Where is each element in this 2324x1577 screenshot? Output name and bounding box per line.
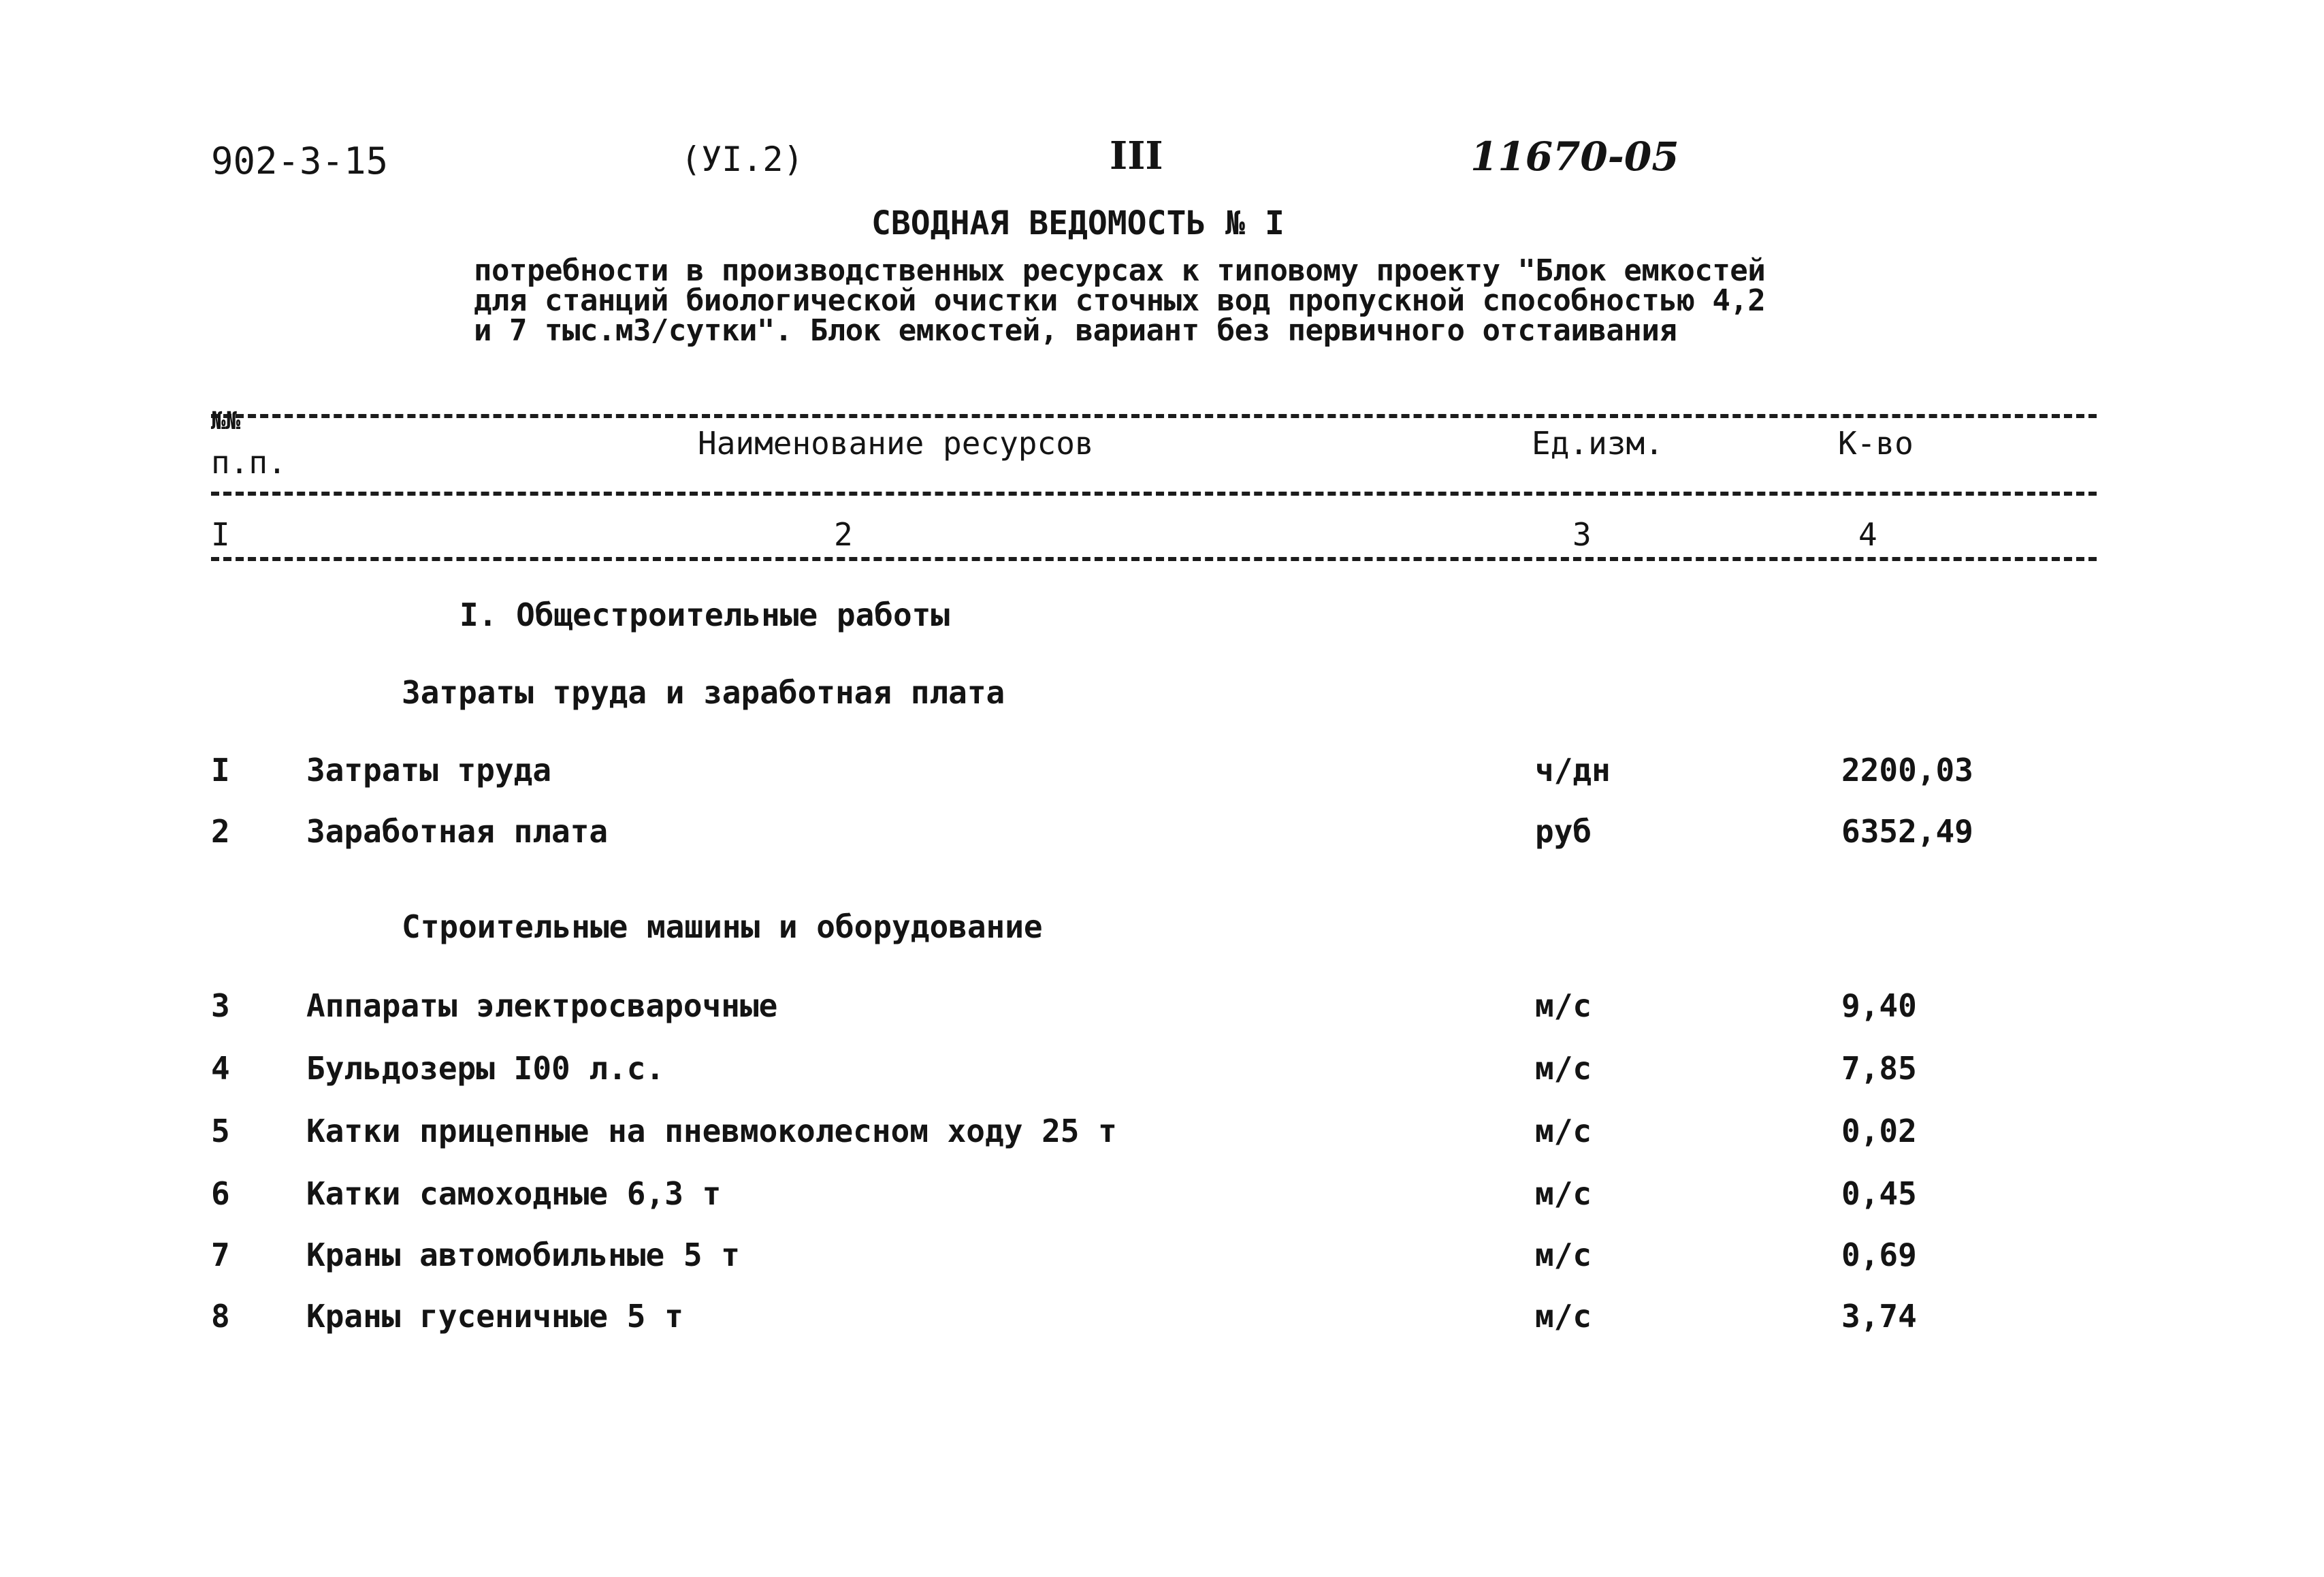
row-unit: м/с	[1535, 987, 1592, 1024]
document-code: 902-3-15	[211, 140, 389, 182]
row-name: Катки самоходные 6,3 т	[306, 1175, 722, 1212]
subtitle-line: потребности в производственных ресурсах к типовому проекту "Блок емкостей	[474, 253, 1766, 288]
row-quantity: 0,69	[1841, 1237, 1917, 1273]
header-number-line2: п.п.	[211, 444, 287, 481]
row-name: Заработная плата	[306, 813, 609, 850]
row-quantity: 2200,03	[1841, 752, 1973, 788]
row-number: 5	[211, 1113, 230, 1149]
column-numbers-rule	[211, 557, 2097, 561]
row-unit: м/с	[1535, 1298, 1592, 1335]
row-number: 2	[211, 813, 230, 850]
row-quantity: 7,85	[1841, 1050, 1917, 1087]
column-number-4: 4	[1858, 516, 1877, 553]
group-title-labor: Затраты труда и заработная плата	[402, 674, 1005, 711]
column-number-1: I	[211, 516, 230, 553]
row-name: Аппараты электросварочные	[306, 987, 778, 1024]
row-number: 4	[211, 1050, 230, 1087]
column-number-3: 3	[1572, 516, 1592, 553]
row-name: Краны гусеничные 5 т	[306, 1298, 683, 1335]
row-unit: руб	[1535, 813, 1592, 850]
row-number: I	[211, 752, 230, 788]
row-name: Бульдозеры I00 л.с.	[306, 1050, 665, 1087]
document-subtitle	[474, 253, 1766, 348]
row-number: 6	[211, 1175, 230, 1212]
subtitle-line: и 7 тыс.м3/сутки". Блок емкостей, вариант без первичного отстаивания	[474, 313, 1677, 348]
section-title: I. Общестроительные работы	[459, 596, 950, 633]
column-number-2: 2	[834, 516, 853, 553]
row-unit: ч/дн	[1535, 752, 1611, 788]
row-name: Краны автомобильные 5 т	[306, 1237, 740, 1273]
row-quantity: 3,74	[1841, 1298, 1917, 1335]
subtitle-line: для станций биологической очистки сточных вод пропускной способностью 4,2	[474, 283, 1766, 318]
page-number: III	[1110, 133, 1163, 178]
row-unit: м/с	[1535, 1237, 1592, 1273]
row-number: 8	[211, 1298, 230, 1335]
row-name: Затраты труда	[306, 752, 552, 788]
row-number: 3	[211, 987, 230, 1024]
edition-label: (УI.2)	[681, 140, 804, 179]
row-unit: м/с	[1535, 1113, 1592, 1149]
row-number: 7	[211, 1237, 230, 1273]
row-unit: м/с	[1535, 1175, 1592, 1212]
header-number-line1: №№	[211, 407, 241, 435]
table-top-rule	[211, 414, 2097, 418]
header-resource-name: Наименование ресурсов	[698, 425, 1094, 462]
row-quantity: 6352,49	[1841, 813, 1973, 850]
album-number: 11670-05	[1470, 133, 1679, 180]
document-title: СВОДНАЯ ВЕДОМОСТЬ № I	[871, 204, 1285, 242]
row-quantity: 0,02	[1841, 1113, 1917, 1149]
row-quantity: 0,45	[1841, 1175, 1917, 1212]
header-quantity: К-во	[1838, 425, 1914, 462]
row-quantity: 9,40	[1841, 987, 1917, 1024]
row-unit: м/с	[1535, 1050, 1592, 1087]
row-name: Катки прицепные на пневмоколесном ходу 25 т	[306, 1113, 1117, 1149]
header-bottom-rule	[211, 492, 2097, 496]
group-title-machines: Строительные машины и оборудование	[402, 908, 1043, 945]
header-unit: Ед.изм.	[1532, 425, 1664, 462]
